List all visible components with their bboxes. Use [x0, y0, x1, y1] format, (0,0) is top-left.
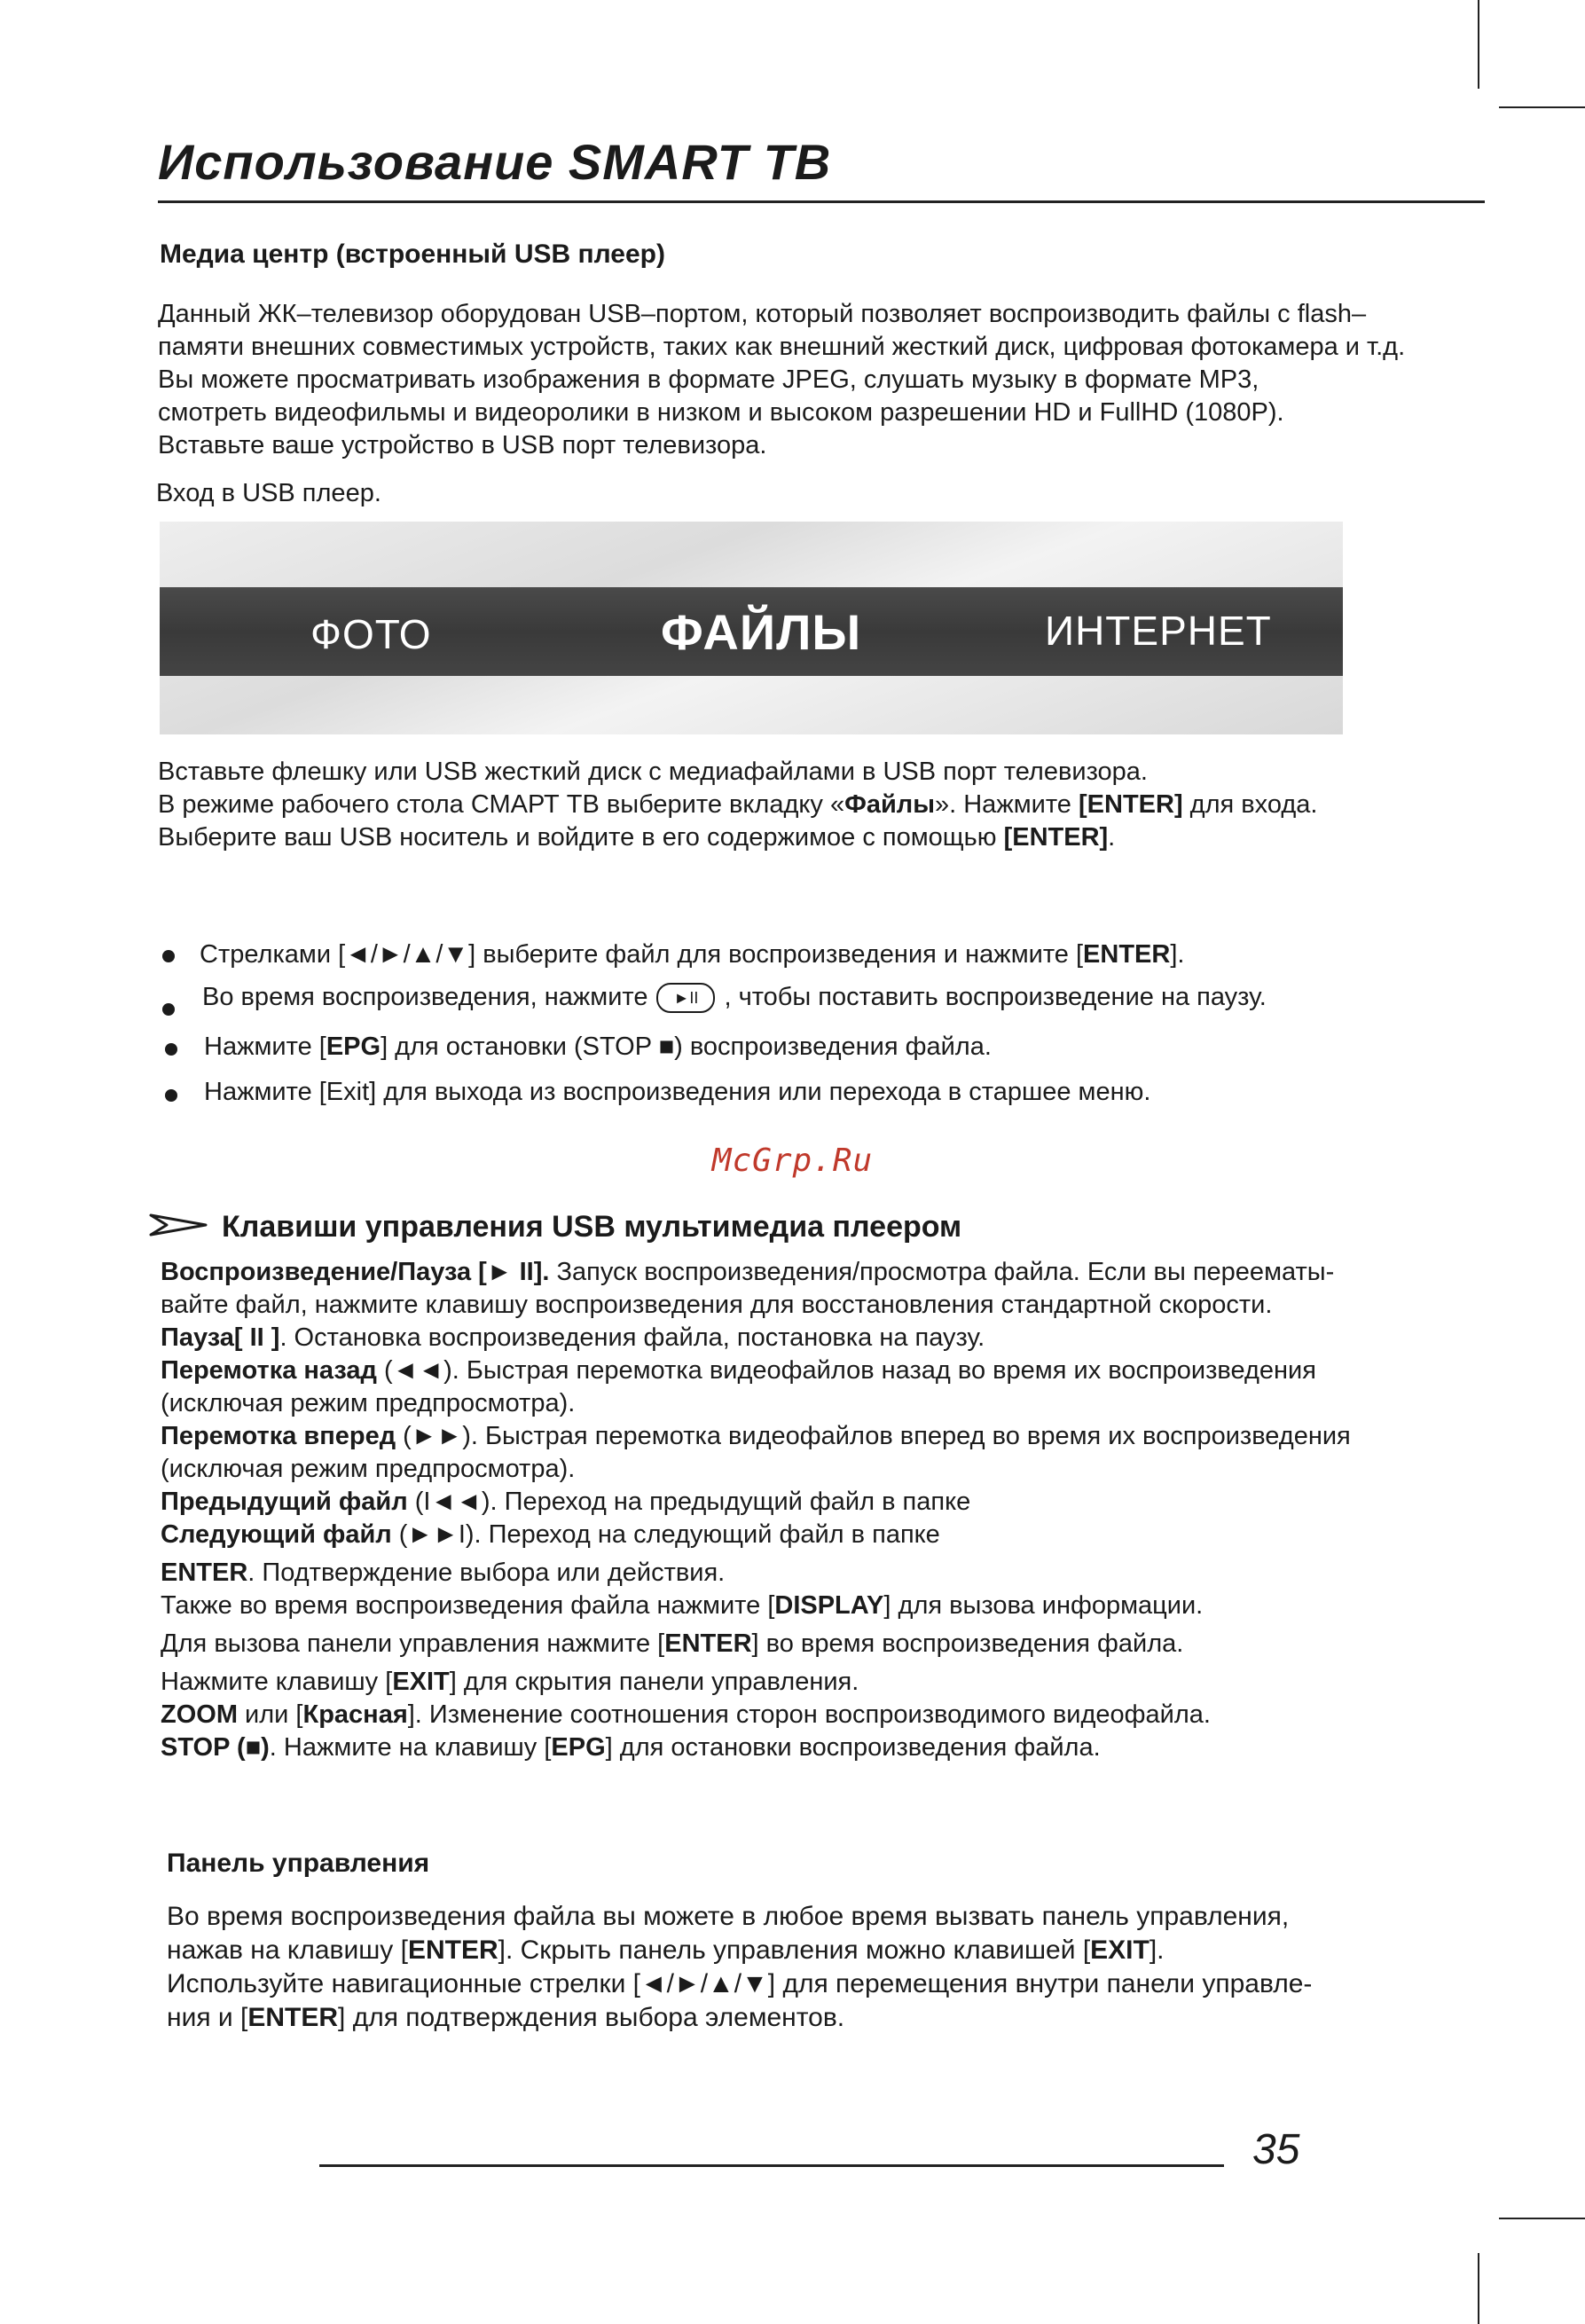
key-desc-line: (исключая режим предпросмотра). [161, 1455, 576, 1483]
tab-internet[interactable]: ИНТЕРНЕТ [1045, 608, 1272, 654]
usb-instructions [158, 756, 1317, 854]
play-pause-icon: ►II [656, 983, 715, 1013]
control-panel-body [167, 1900, 1312, 2035]
usb-entry-label: Вход в USB плеер. [156, 479, 381, 507]
control-panel-line: ния и [ENTER] для подтверждения выбора элементов. [167, 2003, 845, 2032]
key-desc-line: вайте файл, нажмите клавишу воспроизведения для восстановления стандартной скорости. [161, 1291, 1273, 1319]
instruction-line: Вставьте флешку или USB жесткий диск с медиафайлами в USB порт телевизора. [158, 758, 1148, 786]
key-desc-line: Следующий файл (►►I). Переход на следующий файл в папке [161, 1520, 940, 1549]
bullet-dot [165, 1043, 177, 1056]
intro-line: смотреть видеофильмы и видеоролики в низком и высоком разрешении HD и FullHD (1080P). [158, 398, 1284, 427]
key-desc-line: STOP (■). Нажмите на клавишу [EPG] для остановки воспроизведения файла. [161, 1733, 1101, 1762]
key-desc-line: ENTER. Подтверждение выбора или действия. [161, 1558, 726, 1587]
media-center-intro [158, 298, 1405, 462]
key-desc-line: Перемотка вперед (►►). Быстрая перемотка видеофайлов вперед во время их воспроизведения [161, 1422, 1351, 1450]
key-desc-line: Для вызова панели управления нажмите [ENTER] во время воспроизведения файла. [161, 1629, 1184, 1658]
key-desc-line: Пауза[ II ]. Остановка воспроизведения файла, постановка на паузу. [161, 1323, 985, 1352]
key-desc-line: Воспроизведение/Пауза [► II]. Запуск воспроизведения/просмотра файла. Если вы переематы- [161, 1258, 1335, 1286]
bullet-exit: Нажмите [Exit] для выхода из воспроизведения или перехода в старшее меню. [204, 1078, 1151, 1106]
page-title: Использование SMART ТВ [158, 134, 832, 190]
crop-mark-bottom-vertical [1478, 2253, 1479, 2324]
tab-files[interactable]: ФАЙЛЫ [661, 604, 862, 660]
control-panel-heading: Панель управления [167, 1849, 430, 1878]
intro-line: Данный ЖК–телевизор оборудован USB–портом, который позволяет воспроизводить файлы с flash– [158, 300, 1367, 328]
key-desc-line: Нажмите клавишу [EXIT] для скрытия панели управления. [161, 1668, 859, 1696]
footer-divider [319, 2164, 1224, 2167]
bullet-dot [165, 1089, 177, 1102]
control-panel-line: Используйте навигационные стрелки [◄/►/▲/▼] для перемещения внутри панели управле- [167, 1969, 1313, 1998]
page-number: 35 [1252, 2126, 1300, 2173]
key-desc-line: (исключая режим предпросмотра). [161, 1389, 576, 1417]
bullet-select-file: Стрелками [◄/►/▲/▼] выберите файл для воспроизведения и нажмите [ENTER]. [200, 940, 1185, 969]
intro-line: Вы можете просматривать изображения в формате JPEG, слушать музыку в формате MP3, [158, 365, 1259, 394]
key-desc-line: Перемотка назад (◄◄). Быстрая перемотка видеофайлов назад во время их воспроизведения [161, 1356, 1316, 1385]
key-desc-line: Также во время воспроизведения файла нажмите [DISPLAY] для вызова информации. [161, 1591, 1204, 1620]
instruction-line: Выберите ваш USB носитель и войдите в его содержимое с помощью [ENTER]. [158, 823, 1116, 852]
bullet-stop: Нажмите [EPG] для остановки (STOP ■) воспроизведения файла. [204, 1032, 992, 1061]
tab-photo[interactable]: ФОТО [310, 611, 432, 657]
intro-line: памяти внешних совместимых устройств, таких как внешний жесткий диск, цифровая фотокамера и т.д. [158, 333, 1406, 361]
key-desc-line: ZOOM или [Красная]. Изменение соотношения сторон воспроизводимого видеофайла. [161, 1700, 1211, 1729]
instruction-line: В режиме рабочего стола СМАРТ ТВ выберите вкладку «Файлы». Нажмите [ENTER] для входа. [158, 790, 1318, 819]
smart-tv-menu-banner [160, 522, 1343, 734]
watermark-link[interactable]: McGrp.Ru [711, 1142, 874, 1179]
arrow-icon [149, 1212, 208, 1238]
title-divider [158, 200, 1485, 203]
intro-line: Вставьте ваше устройство в USB порт телевизора. [158, 431, 767, 459]
crop-mark-bottom-horizontal [1499, 2218, 1585, 2219]
keys-section-body [161, 1256, 1351, 1764]
keys-section-heading: Клавиши управления USB мультимедиа плеером [222, 1210, 962, 1244]
control-panel-line: нажав на клавишу [ENTER]. Скрыть панель управления можно клавишей [EXIT]. [167, 1935, 1165, 1965]
media-center-heading: Медиа центр (встроенный USB плеер) [160, 239, 665, 269]
bullet-pause: Во время воспроизведения, нажмите ►II , чтобы поставить воспроизведение на паузу. [202, 981, 1267, 1014]
key-desc-line: Предыдущий файл (I◄◄). Переход на предыдущий файл в папке [161, 1488, 971, 1516]
crop-mark-top-vertical [1478, 0, 1479, 89]
bullet-dot [162, 950, 175, 962]
crop-mark-top-horizontal [1499, 106, 1585, 108]
control-panel-line: Во время воспроизведения файла вы можете в любое время вызвать панель управления, [167, 1902, 1290, 1931]
bullet-dot [162, 1003, 175, 1016]
